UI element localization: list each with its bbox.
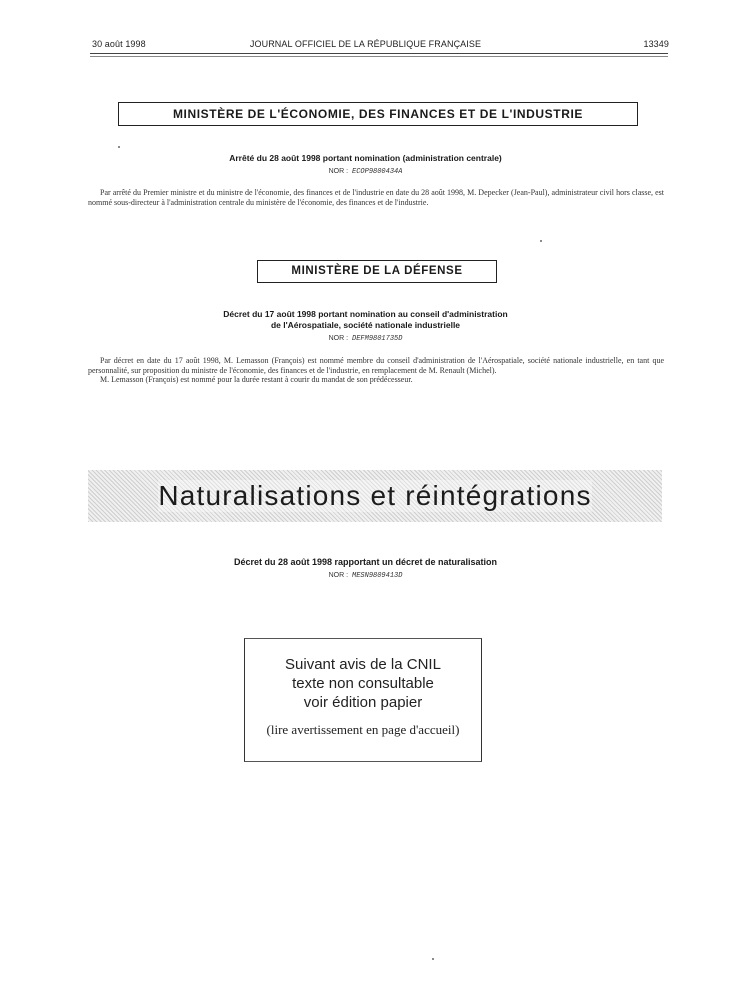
scan-speck — [118, 146, 120, 148]
page-number: 13349 — [643, 39, 669, 49]
section-banner-title: Naturalisations et réintégrations — [158, 480, 592, 511]
paragraph: M. Lemasson (François) est nommé pour la durée restant à courir du mandat de son prédécesseur. — [100, 375, 413, 385]
nor-line-3 — [0, 572, 731, 580]
scan-speck — [540, 240, 542, 242]
decree-title-2-line2: de l'Aérospatiale, société nationale industrielle — [270, 320, 461, 330]
ministry-heading-defense: MINISTÈRE DE LA DÉFENSE — [257, 260, 497, 283]
nor-line-2 — [0, 335, 731, 343]
decree-body-2 — [88, 356, 664, 385]
cnil-notice-line2: texte non consultable — [292, 675, 434, 692]
scan-speck — [432, 958, 434, 960]
page-date: 30 août 1998 — [92, 39, 146, 49]
nor-label: NOR : — [328, 168, 349, 175]
journal-title: JOURNAL OFFICIEL DE LA RÉPUBLIQUE FRANÇAISE — [249, 39, 482, 49]
nor-code: ECOP9800434A — [352, 168, 403, 176]
cnil-notice-line4: (lire avertissement en page d'accueil) — [266, 722, 460, 737]
nor-label: NOR : — [328, 335, 349, 342]
nor-code: MESN9809413D — [352, 572, 403, 580]
paragraph: Par décret en date du 17 août 1998, M. Lemasson (François) est nommé membre du conseil d'administration de l'Aérospatiale, société nationale industrielle, en tant que personnalité, sur proposition du ministre de l'économie, des finances et de l'industrie, en remplacement de M. Renault (Michel). — [88, 356, 664, 375]
cnil-notice-box — [244, 638, 482, 762]
decree-title-2-line1: Décret du 17 août 1998 portant nomination au conseil d'administration — [223, 309, 508, 319]
decree-title-1: Arrêté du 28 août 1998 portant nomination (administration centrale) — [229, 153, 502, 163]
decree-body-1 — [88, 188, 664, 207]
ministry-heading-economy: MINISTÈRE DE L'ÉCONOMIE, DES FINANCES ET DE L'INDUSTRIE — [118, 102, 638, 126]
cnil-notice-line3: voir édition papier — [303, 694, 423, 711]
decree-title-3: Décret du 28 août 1998 rapportant un décret de naturalisation — [233, 557, 498, 567]
header-rule-secondary — [90, 56, 668, 57]
paragraph: Par arrêté du Premier ministre et du ministre de l'économie, des finances et de l'industrie en date du 28 août 1998, M. Depecker (Jean-Paul), administrateur civil hors classe, est nommé sous-directeur à l'administration centrale du ministère de l'économie, des finances et de l'industrie. — [88, 188, 664, 207]
nor-code: DEFM9801735D — [352, 335, 403, 343]
nor-line-1 — [0, 168, 731, 176]
section-banner — [88, 470, 662, 522]
cnil-notice-line1: Suivant avis de la CNIL — [285, 656, 441, 673]
header-rule — [90, 53, 668, 54]
nor-label: NOR : — [328, 572, 349, 579]
